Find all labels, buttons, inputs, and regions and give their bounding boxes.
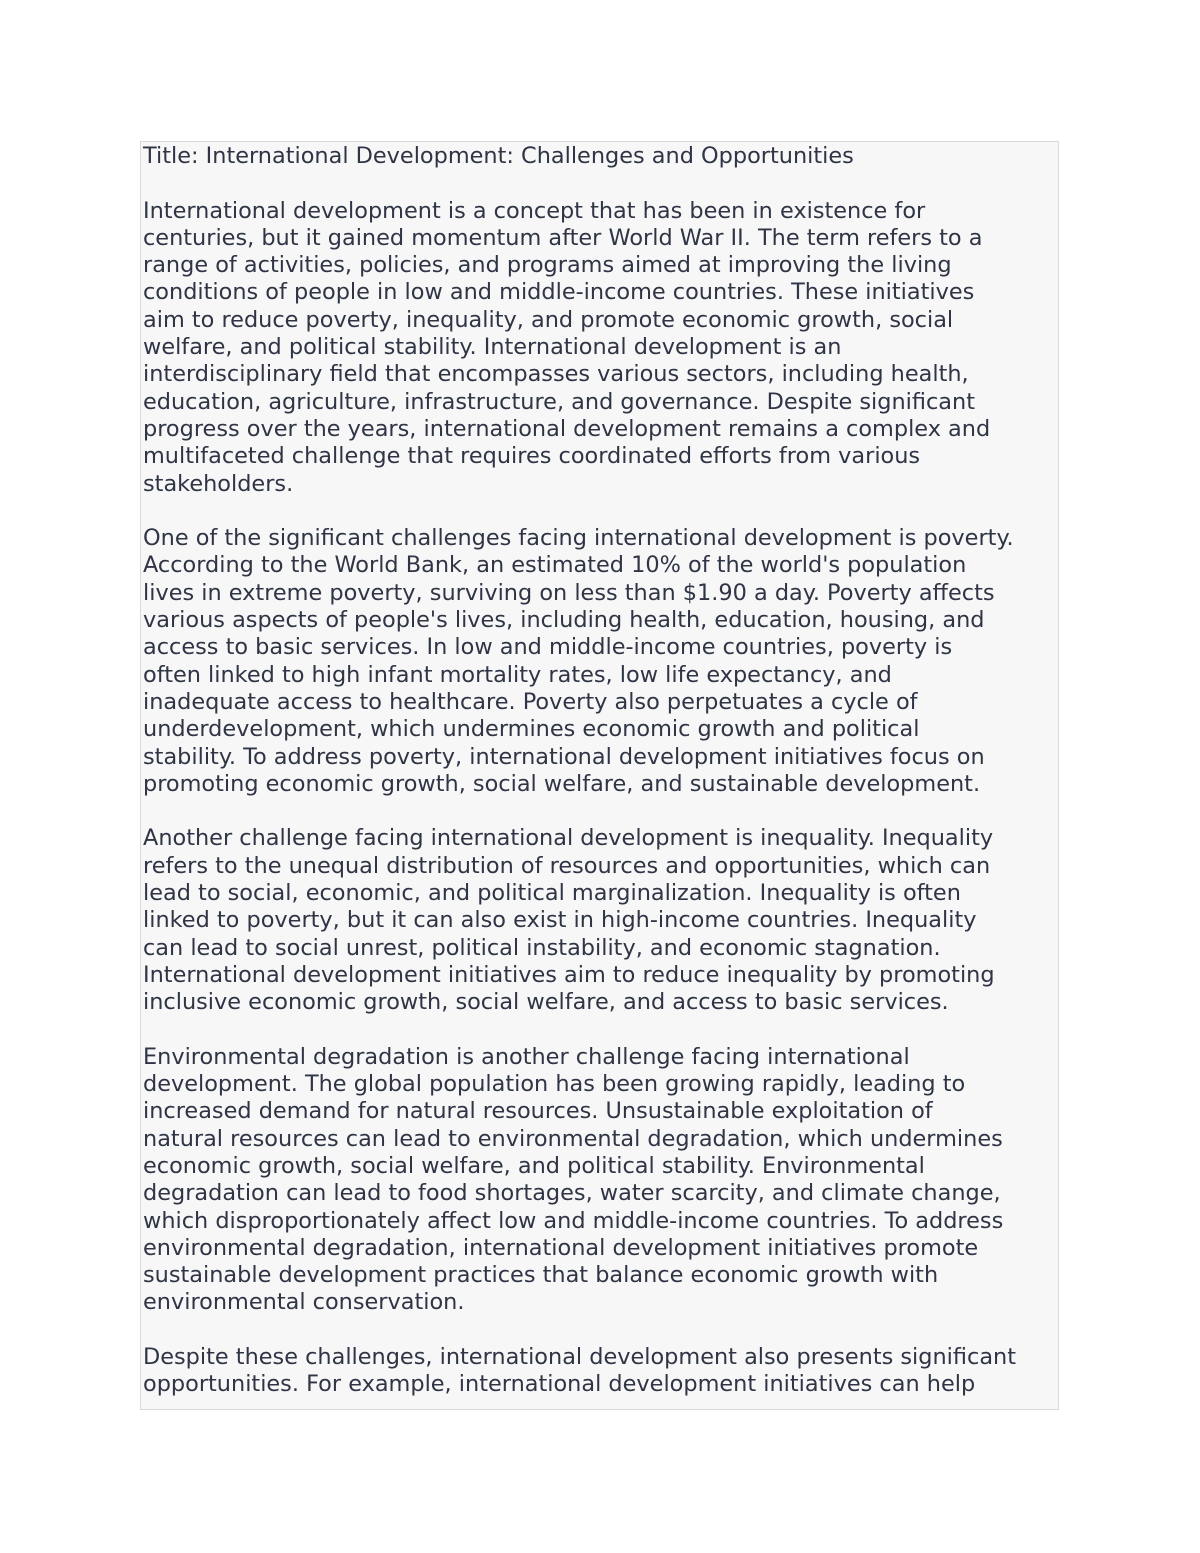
paragraph-line: increased demand for natural resources. Unsustainable exploitation of	[143, 1098, 933, 1125]
paragraph-line: environmental conservation.	[143, 1289, 465, 1316]
paragraph-line: lead to social, economic, and political marginalization. Inequality is often	[143, 880, 961, 907]
paragraph-line: stability. To address poverty, international development initiatives focus on	[143, 743, 985, 770]
paragraph-1	[141, 198, 1058, 498]
paragraph-line: Despite these challenges, international development also presents significant	[143, 1344, 1017, 1371]
paragraph-line: degradation can lead to food shortages, water scarcity, and climate change,	[143, 1180, 1001, 1207]
paragraph-line: multifaceted challenge that requires coordinated efforts from various	[143, 443, 921, 470]
paragraph-line: often linked to high infant mortality rates, low life expectancy, and	[143, 661, 892, 688]
paragraph-line: linked to poverty, but it can also exist in high-income countries. Inequality	[143, 907, 977, 934]
paragraph-line: stakeholders.	[143, 470, 294, 497]
paragraph-line: natural resources can lead to environmental degradation, which undermines	[143, 1125, 1003, 1152]
paragraph-3	[141, 825, 1058, 1016]
paragraph-line: conditions of people in low and middle-income countries. These initiatives	[143, 279, 975, 306]
document-title: Title: International Development: Challenges and Opportunities	[143, 143, 854, 169]
paragraph-line: underdevelopment, which undermines economic growth and political	[143, 716, 920, 743]
paragraph-line: progress over the years, international development remains a complex and	[143, 415, 991, 442]
paragraph-line: economic growth, social welfare, and political stability. Environmental	[143, 1152, 925, 1179]
paragraph-line: which disproportionately affect low and middle-income countries. To address	[143, 1207, 1004, 1234]
paragraph-line: opportunities. For example, international development initiatives can help	[143, 1371, 976, 1398]
paragraph-line: refers to the unequal distribution of resources and opportunities, which can	[143, 852, 991, 879]
paragraph-line: inadequate access to healthcare. Poverty also perpetuates a cycle of	[143, 688, 918, 715]
paragraph-line: can lead to social unrest, political instability, and economic stagnation.	[143, 934, 941, 961]
paragraph-5	[141, 1344, 1058, 1399]
paragraph-line: range of activities, policies, and programs aimed at improving the living	[143, 252, 952, 279]
paragraph-line: education, agriculture, infrastructure, and governance. Despite significant	[143, 388, 975, 415]
document-body	[141, 198, 1058, 1399]
paragraph-line: International development is a concept that has been in existence for	[143, 197, 926, 224]
paragraph-2	[141, 525, 1058, 798]
document-text-box	[140, 141, 1059, 1410]
paragraph-4	[141, 1044, 1058, 1317]
paragraph-line: One of the significant challenges facing international development is poverty.	[143, 525, 1014, 552]
paragraph-line: lives in extreme poverty, surviving on less than $1.90 a day. Poverty affects	[143, 579, 995, 606]
paragraph-line: Another challenge facing international development is inequality. Inequality	[143, 825, 994, 852]
paragraph-line: promoting economic growth, social welfare, and sustainable development.	[143, 770, 981, 797]
paragraph-line: interdisciplinary field that encompasses various sectors, including health,	[143, 361, 969, 388]
paragraph-line: International development initiatives aim to reduce inequality by promoting	[143, 961, 995, 988]
paragraph-line: inclusive economic growth, social welfare, and access to basic services.	[143, 989, 949, 1016]
paragraph-line: aim to reduce poverty, inequality, and promote economic growth, social	[143, 306, 954, 333]
paragraph-line: development. The global population has been growing rapidly, leading to	[143, 1071, 966, 1098]
paragraph-line: sustainable development practices that balance economic growth with	[143, 1262, 939, 1289]
paragraph-line: access to basic services. In low and middle-income countries, poverty is	[143, 634, 953, 661]
paragraph-line: Environmental degradation is another challenge facing international	[143, 1043, 910, 1070]
paragraph-line: various aspects of people's lives, including health, education, housing, and	[143, 607, 985, 634]
paragraph-line: environmental degradation, international development initiatives promote	[143, 1234, 979, 1261]
paragraph-line: welfare, and political stability. International development is an	[143, 334, 842, 361]
paragraph-line: According to the World Bank, an estimated 10% of the world's population	[143, 552, 967, 579]
paragraph-line: centuries, but it gained momentum after World War II. The term refers to a	[143, 224, 983, 251]
